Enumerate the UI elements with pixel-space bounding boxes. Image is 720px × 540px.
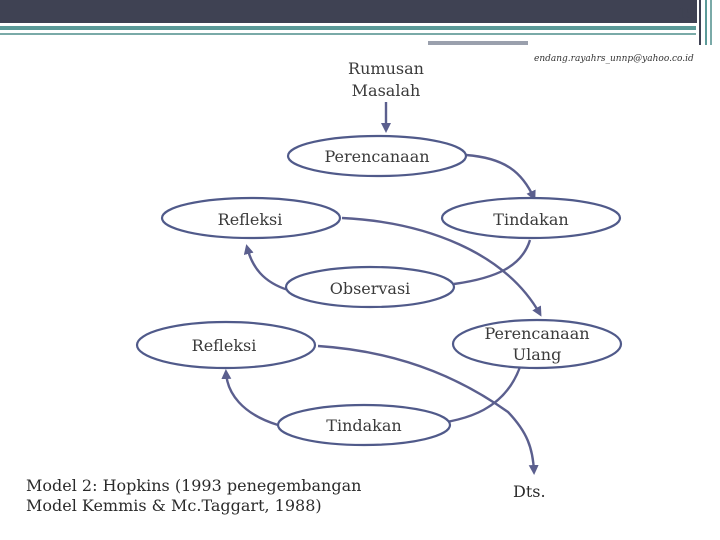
node-perencanaan-ulang-label-1: Perencanaan: [484, 324, 590, 343]
arrow-perencanaan-to-tindakan: [466, 155, 534, 198]
figure-caption: [26, 476, 361, 516]
end-label: Dts.: [513, 482, 546, 501]
page-number: 15: [677, 7, 694, 22]
start-label-line2: Masalah: [351, 81, 421, 100]
caption-line-1: Model 2: Hopkins (1993 penegembangan: [26, 476, 362, 495]
arrow-observasi-to-refleksi: [247, 247, 288, 290]
node-perencanaan-label: Perencanaan: [324, 147, 430, 166]
caption-line-2: Model Kemmis & Mc.Taggart, 1988): [26, 496, 322, 515]
start-label-line1: Rumusan: [348, 59, 424, 78]
arrow-tindakan-to-refleksi: [226, 372, 278, 425]
node-perencanaan-ulang-label-2: Ulang: [512, 345, 562, 364]
author-email: endang.rayahrs_unnp@yahoo.co.id: [534, 54, 694, 64]
node-tindakan-2-label: Tindakan: [326, 416, 402, 435]
node-observasi-label: Observasi: [329, 279, 411, 298]
node-refleksi-2-label: Refleksi: [191, 336, 257, 355]
node-tindakan-1-label: Tindakan: [493, 210, 569, 229]
node-refleksi-1-label: Refleksi: [217, 210, 283, 229]
